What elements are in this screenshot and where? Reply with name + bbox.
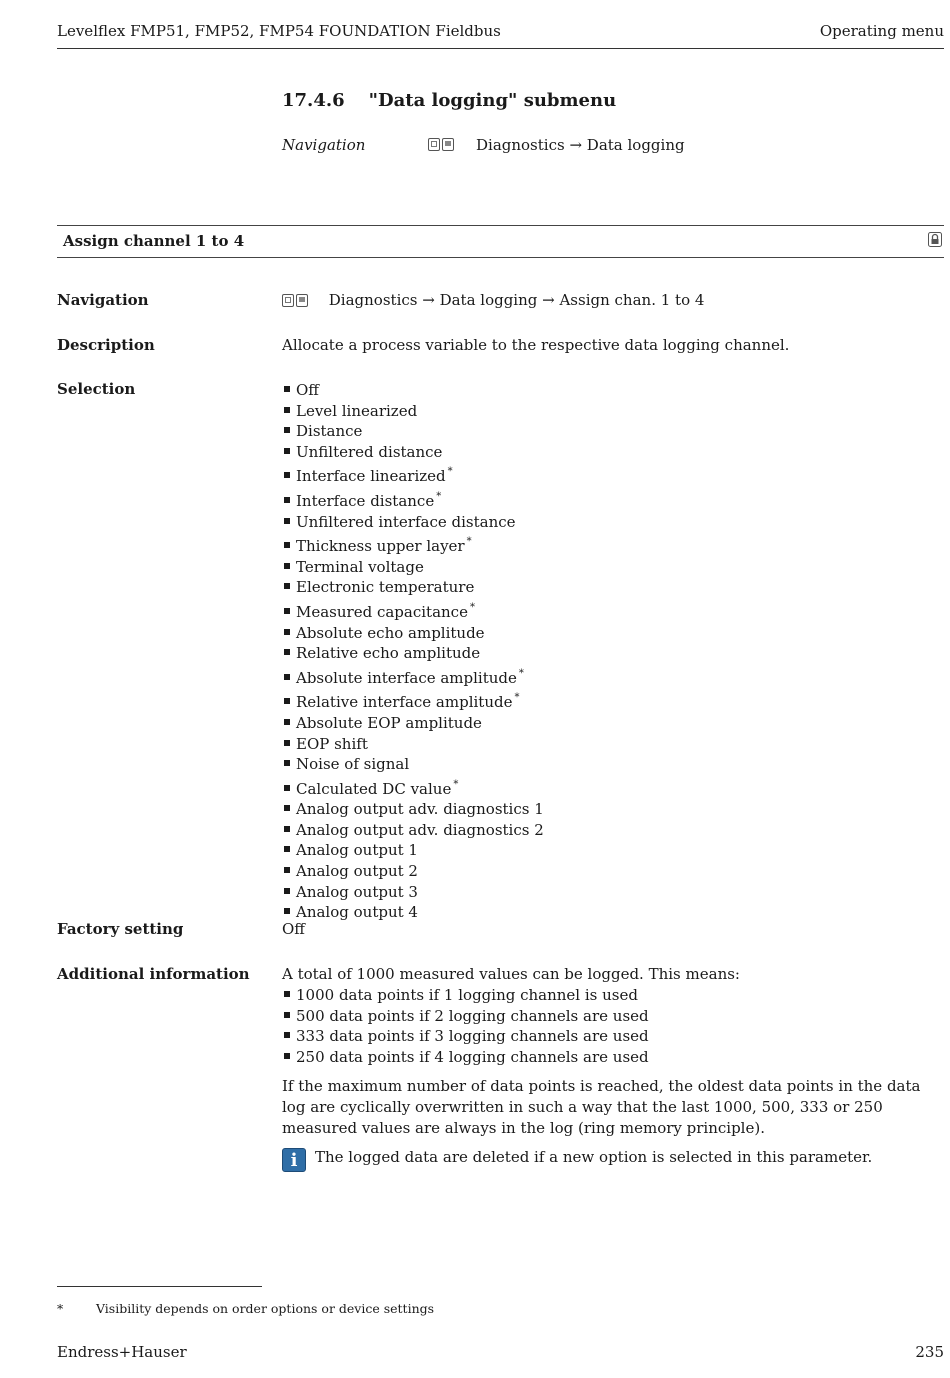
selection-option-text: Relative interface amplitude <box>296 693 513 712</box>
selection-option <box>282 840 544 861</box>
visibility-footnote-mark: * <box>447 466 453 478</box>
navigation-path: Diagnostics → Data logging → Assign chan. 1 to 4 <box>328 291 705 309</box>
page-number: 235 <box>915 1343 944 1361</box>
running-header-section: Operating menu <box>819 22 944 40</box>
bullet-icon <box>284 991 290 997</box>
additional-point <box>282 1006 649 1027</box>
selection-option <box>282 820 544 841</box>
selection-option <box>282 754 544 775</box>
additional-info-paragraph: If the maximum number of data points is reached, the oldest data points in the data log are cyclically overwritten in such a way that the last 1000, 500, 333 or 250 measured values are always in the log (ring memory principle). <box>282 1077 921 1137</box>
bullet-icon <box>284 497 290 503</box>
parameter-title: Assign channel 1 to 4 <box>63 232 245 250</box>
selection-list-container <box>282 380 544 923</box>
selection-option-text: Analog output 1 <box>296 841 418 860</box>
additional-point-text: 1000 data points if 1 logging channel is used <box>296 986 638 1004</box>
selection-option-text: Measured capacitance <box>296 602 468 621</box>
selection-option <box>282 487 544 512</box>
footer-brand: Endress+Hauser <box>57 1343 187 1361</box>
factory-setting-value: Off <box>282 920 305 938</box>
bullet-icon <box>284 1032 290 1038</box>
selection-option-text: Absolute EOP amplitude <box>296 713 482 732</box>
header-rule <box>57 48 944 49</box>
selection-option-text: Unfiltered interface distance <box>296 512 516 531</box>
selection-option <box>282 557 544 578</box>
additional-point-text: 250 data points if 4 logging channels are used <box>296 1047 649 1066</box>
bullet-icon <box>284 908 290 914</box>
additional-point <box>282 1026 649 1047</box>
selection-option-text: Analog output 4 <box>296 903 418 922</box>
selection-option <box>282 734 544 755</box>
visibility-footnote-mark: * <box>453 778 459 790</box>
bullet-icon <box>284 563 290 569</box>
bullet-icon <box>284 719 290 725</box>
selection-option-text: Distance <box>296 422 363 441</box>
selection-option <box>282 462 544 487</box>
selection-option-text: Absolute interface amplitude <box>296 668 517 687</box>
selection-option <box>282 799 544 820</box>
bullet-icon <box>284 518 290 524</box>
section-title: "Data logging" submenu <box>368 90 617 111</box>
bullet-icon <box>284 448 290 454</box>
bullet-icon <box>284 472 290 478</box>
selection-option-text: Calculated DC value <box>296 779 452 798</box>
additional-info-intro: A total of 1000 measured values can be logged. This means: <box>282 965 740 983</box>
selection-option-text: Relative echo amplitude <box>296 644 481 663</box>
bullet-icon <box>284 427 290 433</box>
bullet-icon <box>284 846 290 852</box>
additional-points-list <box>282 985 649 1067</box>
visibility-footnote-mark: * <box>466 536 472 548</box>
running-header-title: Levelflex FMP51, FMP52, FMP54 FOUNDATION Fieldbus <box>57 22 501 40</box>
description-text: Allocate a process variable to the respective data logging channel. <box>282 336 790 354</box>
selection-option <box>282 882 544 903</box>
nav-display-icons <box>428 136 456 155</box>
selection-option <box>282 861 544 882</box>
visibility-footnote-mark: * <box>514 692 520 704</box>
display-icon <box>296 294 308 307</box>
selection-option <box>282 623 544 644</box>
bullet-icon <box>284 785 290 791</box>
bullet-icon <box>284 407 290 413</box>
additional-point <box>282 985 649 1006</box>
selection-option-text: Unfiltered distance <box>296 442 443 461</box>
display-icon <box>442 138 454 151</box>
selection-option <box>282 577 544 598</box>
write-protect-lock-icon <box>928 232 942 251</box>
visibility-footnote-mark: * <box>469 601 475 613</box>
bullet-icon <box>284 698 290 704</box>
selection-option-text: Noise of signal <box>296 755 410 774</box>
selection-label: Selection <box>57 380 136 398</box>
bullet-icon <box>284 1053 290 1059</box>
bullet-icon <box>284 888 290 894</box>
selection-option-text: EOP shift <box>296 734 368 753</box>
selection-option-text: Analog output adv. diagnostics 1 <box>296 800 544 819</box>
selection-option-text: Off <box>296 381 319 399</box>
selection-option <box>282 442 544 463</box>
description-label: Description <box>57 336 155 354</box>
keypad-icon <box>282 294 294 307</box>
bullet-icon <box>284 805 290 811</box>
selection-option-text: Analog output adv. diagnostics 2 <box>296 820 544 839</box>
additional-point-text: 500 data points if 2 logging channels are used <box>296 1006 649 1025</box>
section-number: 17.4.6 <box>282 90 345 111</box>
selection-option-text: Interface distance <box>296 491 435 510</box>
bullet-icon <box>284 867 290 873</box>
navigation-label: Navigation <box>57 291 149 309</box>
selection-option-text: Analog output 2 <box>296 862 418 881</box>
selection-option <box>282 401 544 422</box>
visibility-footnote-mark: * <box>518 667 524 679</box>
bullet-icon <box>284 1012 290 1018</box>
selection-option <box>282 902 544 923</box>
selection-option <box>282 775 544 800</box>
section-nav-label: Navigation <box>282 136 366 154</box>
parameter-title-bar <box>57 225 944 258</box>
bullet-icon <box>284 649 290 655</box>
footnote-rule <box>57 1286 262 1287</box>
selection-option-text: Interface linearized <box>296 467 446 486</box>
bullet-icon <box>284 583 290 589</box>
selection-option <box>282 688 544 713</box>
section-nav-path: Diagnostics → Data logging <box>476 136 685 154</box>
selection-option-text: Analog output 3 <box>296 882 418 901</box>
additional-points-container <box>282 985 649 1067</box>
bullet-icon <box>284 740 290 746</box>
selection-option <box>282 532 544 557</box>
selection-list <box>282 380 544 923</box>
nav-display-icons <box>282 293 310 311</box>
selection-option <box>282 664 544 689</box>
bullet-icon <box>284 386 290 392</box>
selection-option <box>282 380 544 401</box>
footnote-mark: * <box>57 1301 64 1316</box>
info-note <box>282 1148 872 1172</box>
additional-point-text: 333 data points if 3 logging channels are used <box>296 1027 649 1046</box>
footnote-text: Visibility depends on order options or device settings <box>96 1301 435 1316</box>
bullet-icon <box>284 674 290 680</box>
bullet-icon <box>284 760 290 766</box>
info-note-text: The logged data are deleted if a new option is selected in this parameter. <box>315 1148 873 1166</box>
factory-setting-label: Factory setting <box>57 920 184 938</box>
additional-info-label: Additional information <box>57 965 250 983</box>
selection-option-text: Electronic temperature <box>296 578 475 597</box>
bullet-icon <box>284 542 290 548</box>
bullet-icon <box>284 629 290 635</box>
additional-point <box>282 1047 649 1068</box>
selection-option-text: Absolute echo amplitude <box>296 623 485 642</box>
navigation-row <box>282 291 704 311</box>
selection-option <box>282 512 544 533</box>
keypad-icon <box>428 138 440 151</box>
selection-option <box>282 713 544 734</box>
selection-option-text: Terminal voltage <box>296 557 424 576</box>
selection-option-text: Level linearized <box>296 401 418 420</box>
selection-option <box>282 598 544 623</box>
selection-option-text: Thickness upper layer <box>296 537 465 556</box>
bullet-icon <box>284 826 290 832</box>
info-icon: i <box>282 1148 306 1172</box>
selection-option <box>282 643 544 664</box>
visibility-footnote-mark: * <box>436 490 442 502</box>
selection-option <box>282 421 544 442</box>
section-heading <box>282 90 616 111</box>
bullet-icon <box>284 608 290 614</box>
